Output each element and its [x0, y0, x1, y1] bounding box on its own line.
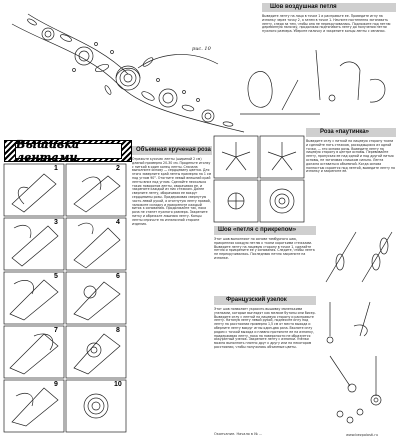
- french-knot-text: Этот шов позволяет украсить вышивку маленькими узелками, которые выглядят как мелкие бутоны или бисер. Выведите иглу с лентой на лицевую сторону и расправьте ленту. Натянув ленту левой рукой, поднесите иглу под ленту на расстоянии примерно 1,5 см от места выхода и оберните ленту вокруг иглы один-два раза. Вколите иглу рядом с точкой выхода и плавно протяните ее на изнанку, придерживая ленту, пока на поверхности не образуется аккуратный узелок. Закрепите ленту с изнанки. Узелки можно выполнять плотно друг к другу или на некотором расстоянии, чтобы получились объемные цветы.: [214, 307, 316, 349]
- air-loop-title: Шов воздушная петля: [270, 4, 337, 10]
- french-knot-title: Французский узелок: [226, 297, 287, 303]
- step-number-2: 2: [116, 165, 120, 172]
- step-number-8: 8: [116, 327, 120, 334]
- figure-label: рис. 10: [192, 46, 211, 52]
- step-number-9: 9: [54, 381, 58, 388]
- air-loop-text: Выведите ленту на лицо в точке 1 и расправьте ее. Проведите иглу на изнанку через точку 2, а затем в точке 1. Начните постепенно затягивать ленту, следя за тем, чтобы она не перекручивалась. Подложите под петлю деревянную палочку, продолжая подтягивать ленту до получения петли нужного размера. Уберите палочку и закрепите концы ленты с изнанки.: [262, 14, 391, 34]
- spider-rose-diagrams: [214, 136, 304, 224]
- twisted-rose-title: Объемная крученая роза: [136, 147, 211, 153]
- section-title: Вышивка лентами: [16, 138, 80, 164]
- step-number-6: 6: [116, 273, 120, 280]
- section-title-banner: [4, 140, 132, 162]
- step-number-10: 10: [114, 381, 122, 388]
- rose-step-illustrations: [4, 164, 128, 434]
- step-number-1: 1: [54, 165, 58, 172]
- step-number-3: 3: [54, 219, 58, 226]
- whipped-stitch-title: Шов «петля с прикрепом»: [218, 227, 297, 233]
- french-knot-diagrams: [320, 296, 398, 430]
- twisted-rose-text: Отрежьте кусочек ленты (шириной 2 см) длиной примерно 20-30 см. Проденьте иголку с ниткой в один конец ленты. Сначала выполните основу — сердцевину цветка. Для этого заверните край ленты примерно на 1 см под углом 90°. Отогните левый внешний край ленты вниз под углом. Сделайте несколько таких поворотов ленты, сворачивая ее, и закрепите каждый из них стежком. Далее сверните ленту, оборачивая ее вокруг сердцевины розы. Придерживая свернутую часть левой рукой, а отогнутую ленту правой, заложите складку и прикрепите каждый виток к основанию. Продолжайте так, пока роза не станет нужного размера. Закрепите нитку и обрежьте лишнюю ленту. Концы ленты спрячьте на изнаночной стороне изделия.: [132, 157, 212, 226]
- spider-rose-text: Выведите иглу с ниткой на лицевую сторону ткани и сделайте пять стежков, расходящихся из одной точки, — это основа розы. Выведите ленту на лицевую сторону в центре основы. Перевивайте ленту, пропуская ее над одной и под другой нитью основы, не затягивая слишком сильно. Лента должна оставаться объемной. Когда основа полностью скроется под лентой, выведите ленту на изнанку и закрепите ее.: [306, 139, 395, 174]
- air-loop-diagram: [220, 40, 398, 128]
- whipped-stitch-text: Этот шов выполняют по основе тамбурного шва, прикрепляя каждую петлю к ткани короткими стежками. Выведите ленту на лицевую сторону в точке 1, сделайте петлю и прикрепите ее у основания. Следите, чтобы лента не перекручивалась. Последнюю петлю закрепите на изнанке.: [214, 237, 315, 260]
- rose-garland-illustration: [8, 4, 248, 136]
- step-number-7: 7: [54, 327, 58, 334]
- step-number-5: 5: [54, 273, 58, 280]
- step-number-4: 4: [116, 219, 120, 226]
- whipped-stitch-diagrams: [320, 222, 398, 292]
- footer-left: Окончание. Начало в № ...: [214, 432, 263, 436]
- spider-rose-title: Роза «паутинка»: [320, 129, 369, 135]
- footer-right: www.bezpolosti.ru: [346, 433, 379, 437]
